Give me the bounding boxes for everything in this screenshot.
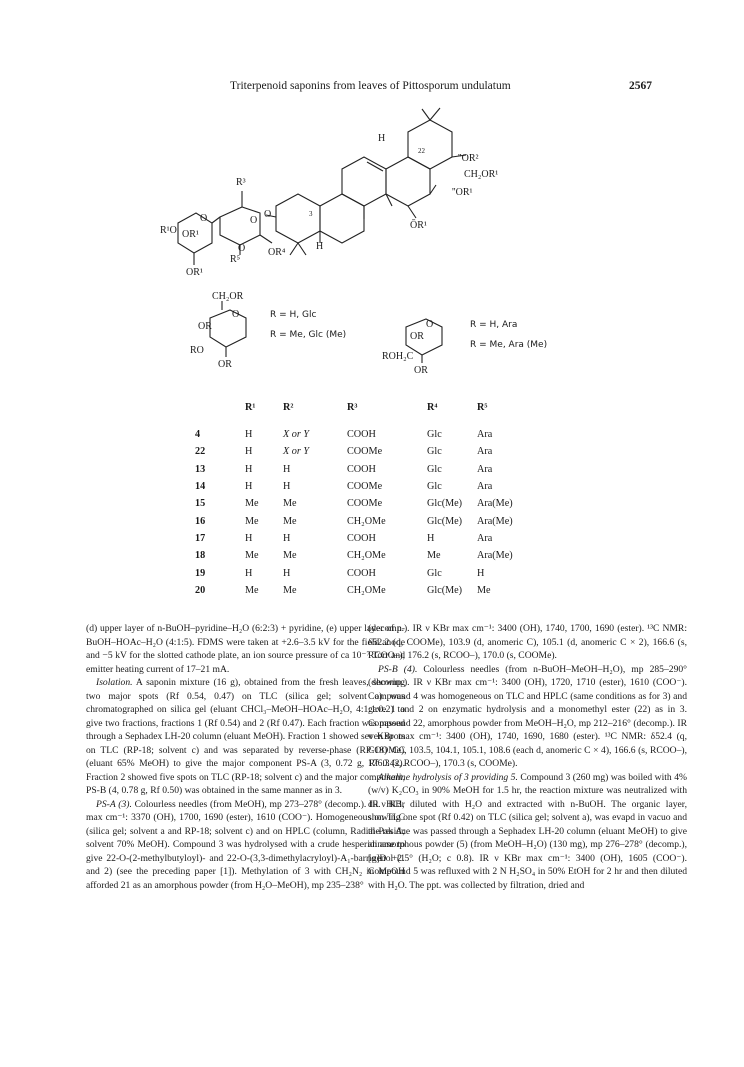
glc-substituent	[210, 301, 246, 357]
table-cell: H	[245, 567, 253, 579]
glc-o: O	[232, 309, 240, 320]
table-cell: Me	[245, 515, 259, 527]
label-or2: ''OR²	[458, 153, 479, 164]
table-cell: Me	[245, 498, 259, 510]
table-cell: Glc(Me)	[427, 584, 463, 596]
table-cell: COOH	[347, 429, 376, 441]
table-row	[195, 564, 537, 581]
table-cell: Me	[283, 515, 297, 527]
table-cell: CH₂OMe	[347, 550, 386, 562]
paragraph-heading: PS-A (3).	[96, 798, 132, 810]
glc-ch2or: CH₂OR	[212, 291, 244, 302]
paragraph-body: Colourless needles (from n-BuOH–MeOH–H₂O), mp 285–290° (decomp.). IR ν KBr max cm⁻¹: 3400 (OH), 1720, 1710 (ester), 1610 (COO⁻). Compound 4 was homogeneous on TLC and HPLC (same conditions as for 3) and gave 1 and 2 on enzymatic hydrolysis and a monomethyl ester (22) as in 3. Compound 22, amorphous powder from MeOH–H₂O, mp 212–216° (decomp.). IR ν KBr max cm⁻¹: 3400 (OH), 1740, 1690, 1680 (ester). ¹³C NMR: δ52.4 (q, COOMe), 103.5, 104.1, 105.1, 108.6 (each d, anomeric C × 4), 166.6 (s, RCOO–), 176.3 (s, RCOO–), 170.3 (s, COOMe).	[368, 663, 687, 769]
table-cell: X or Y	[283, 446, 310, 458]
table-cell: Me	[245, 550, 259, 562]
table-cell: COOH	[347, 463, 376, 475]
label-or1-bottom: OR¹	[186, 267, 203, 278]
label-or1-a: ''OR¹	[452, 187, 473, 198]
paragraph-body: A saponin mixture (16 g), obtained from the fresh leaves, showing two major spots (Rf 0.54, 0.47) on TLC (silica gel; solvent a) was chromatographed on silica gel (eluant CHCl₃–MeOH–HOAc–H₂O, 4:1:1:0.2) to give two fractions, fractions 1 (Rf 0.54) and 2 (Rf 0.47). Each fraction was passed through a Sephadex LH-20 column (eluant MeOH). Fraction 1 showed seven spots on TLC (RP-18; solvent c) and was separated by reverse-phase (RP-18) CC (eluant 65% MeOH) to give the major component PS-A (3, 0.72 g, Rf 0.42). Fraction 2 showed five spots on TLC (RP-18; solvent c) and the major component, PS-B (4, 0.78 g, Rf 0.50) was obtained in the same manner as in 3.	[86, 677, 405, 796]
table-cell: H	[245, 463, 253, 475]
table-header-cell: R³	[347, 402, 358, 413]
table-cell: COOMe	[347, 498, 383, 510]
compound-number: 20	[195, 584, 206, 596]
label-or1-ring: OR¹	[182, 229, 199, 240]
table-header-row	[195, 402, 537, 426]
ara-or: OR	[410, 331, 424, 342]
label-o-ring2: O	[250, 215, 258, 226]
table-cell: CH₂OMe	[347, 515, 386, 527]
compound-number: 22	[195, 446, 206, 458]
triterpene-skeleton	[266, 108, 466, 255]
paragraph-body: Colourless needles (from MeOH), mp 273–278° (decomp.). IR ν KBr max cm⁻¹: 3370 (OH), 1700, 1690 (ester), 1610 (COO⁻). Homogeneous on TLC (silica gel; solvent a and RP-18; solvent c) and on HPLC (column, Radial-Pak A; solvent 70% MeOH). Compound 3 was hydrolysed with a crude hesperidinase to give 22-O-(2-methylbutyloyl)- and 22-O-(3,3-dimethylacryloyl)-A₁-barrigenol (1 and 2) (see the preceding paper [1]). Methylation of 3 with CH₂N₂ in MeOH afforded 21 as an amorphous powder (from H₂O–MeOH), mp 235–238°	[86, 798, 405, 891]
structure-labels	[160, 133, 498, 278]
paragraph: (d) upper layer of n-BuOH–pyridine–H₂O (6:2:3) + pyridine, (e) upper layer of n-BuOH–HOAc–H₂O (4:1:5). FDMS were taken at +2.6–3.5 kV for the field anode and −5 kV for the slotted cathode plate, an ion source pressure of ca 10⁻⁷ Torr and emitter heating current of 17–21 mA.	[86, 623, 405, 675]
table-cell: Glc	[427, 481, 442, 493]
label-h-low: H	[316, 241, 324, 252]
table-cell: Ara	[477, 463, 493, 475]
glc-def2: R = Me, Glc (Me)	[270, 330, 347, 340]
label-r3: R³	[236, 177, 246, 188]
compound-number: 13	[195, 463, 206, 475]
paragraph	[368, 771, 687, 893]
table-cell: Me	[283, 584, 297, 596]
label-h-top: H	[378, 133, 386, 144]
table-cell: Glc	[427, 446, 442, 458]
chemical-structure-figure	[160, 105, 580, 385]
table-row	[195, 461, 537, 478]
paragraph-body: Compound 3 (260 mg) was boiled with 4% (w/v) K₂CO₃ in 90% MeOH for 1.5 hr, the reaction mixture was neutralized with dil. HCl, diluted with H₂O and extracted with n-BuOH. The organic layer, showing one spot (Rf 0.42) on TLC (silica gel; solvent a), was evapd in vacuo and the residue was passed through a Sephadex LH-20 column (eluant MeOH) to give an amorphous powder (5) (from MeOH–H₂O) (130 mg), mp 276–278° (decomp.), [α]D +2.5° (H₂O; c 0.8). IR ν KBr max cm⁻¹: 3400 (OH), 1605 (COO⁻). Compound 5 was refluxed with 2 N H₂SO₄ in 50% EtOH for 2 hr and then diluted with H₂O. The ppt. was collected by filtration, dried and	[368, 771, 687, 891]
table-cell: Me	[283, 498, 297, 510]
table-cell: H	[283, 567, 291, 579]
label-c3: 3	[309, 210, 313, 218]
ara-o: O	[426, 319, 434, 330]
table-cell: X or Y	[283, 429, 310, 441]
table-row	[195, 512, 537, 529]
table-cell: Me	[283, 550, 297, 562]
table-row	[195, 495, 537, 512]
label-c22: 22	[418, 147, 425, 155]
sugar-chain	[178, 191, 272, 265]
table-cell: Glc	[427, 429, 442, 441]
table-cell: H	[283, 463, 291, 475]
label-or1-b: ŌR¹	[410, 220, 427, 231]
table-cell: Me	[477, 584, 491, 596]
paragraph	[368, 663, 687, 771]
table-header-cell	[195, 402, 245, 426]
table-row	[195, 547, 537, 564]
compound-number: 4	[195, 429, 201, 441]
table-cell: Glc(Me)	[427, 515, 463, 527]
label-or4: OR⁴	[268, 247, 286, 258]
body-column-left	[86, 622, 405, 892]
table-cell: COOMe	[347, 481, 383, 493]
paragraph: (decomp.). IR ν KBr max cm⁻¹: 3400 (OH), 1740, 1700, 1690 (ester). ¹³C NMR: δ52.2 (q, COOMe), 103.9 (d, anomeric C), 105.1 (d, anomeric C × 2), 166.6 (s, RCOO–), 176.2 (s, RCOO–), 170.0 (s, COOMe).	[368, 623, 687, 661]
table-row	[195, 530, 537, 547]
ara-def1: R = H, Ara	[470, 320, 518, 330]
paragraph-heading: Alkaline hydrolysis of 3 providing 5.	[378, 771, 518, 783]
paragraph	[86, 798, 405, 893]
compound-number: 18	[195, 550, 206, 562]
paragraph-heading: PS-B (4).	[378, 663, 418, 675]
table-cell: Glc	[427, 567, 442, 579]
glc-or-b: OR	[218, 359, 232, 370]
table-header-cell: R²	[283, 402, 294, 413]
glc-def1: R = H, Glc	[270, 310, 317, 320]
compound-number: 14	[195, 481, 206, 493]
label-ch2or1: CH₂OR¹	[464, 169, 499, 180]
table-cell: Me	[427, 550, 441, 562]
table-row	[195, 582, 537, 599]
table-row	[195, 426, 537, 443]
table-cell: Me	[245, 584, 259, 596]
table-row	[195, 478, 537, 495]
table-cell: Ara(Me)	[477, 498, 513, 510]
table-cell: H	[245, 532, 253, 544]
glc-or: OR	[198, 321, 212, 332]
table-cell: Ara	[477, 532, 493, 544]
table-cell: Ara	[477, 446, 493, 458]
table-cell: COOMe	[347, 446, 383, 458]
table-row	[195, 443, 537, 460]
label-r1o: R¹O	[160, 225, 177, 236]
table-cell: H	[245, 481, 253, 493]
compound-number: 15	[195, 498, 206, 510]
ara-def2: R = Me, Ara (Me)	[470, 340, 548, 350]
ara-or-b: OR	[414, 365, 428, 376]
glc-ro: RO	[190, 345, 204, 356]
running-title: Triterpenoid saponins from leaves of Pittosporum undulatum	[230, 80, 511, 92]
table-cell: H	[427, 532, 435, 544]
table-header-cell: R⁴	[427, 402, 438, 413]
table-cell: Glc(Me)	[427, 498, 463, 510]
table-cell: H	[477, 567, 485, 579]
page-number: 2567	[629, 80, 652, 92]
label-o-ring1: O	[200, 213, 208, 224]
table-cell: H	[245, 446, 253, 458]
table-header-cell: R¹	[245, 402, 256, 413]
paragraph	[86, 676, 405, 798]
table-cell: COOH	[347, 532, 376, 544]
compound-number: 16	[195, 515, 206, 527]
table-cell: Ara(Me)	[477, 550, 513, 562]
compound-number: 17	[195, 532, 206, 544]
ara-roh2c: ROH₂C	[382, 351, 414, 362]
table-cell: H	[283, 532, 291, 544]
table-cell: Ara	[477, 429, 493, 441]
label-o-link: O	[264, 209, 272, 220]
table-cell: CH₂OMe	[347, 584, 386, 596]
table-cell: Ara(Me)	[477, 515, 513, 527]
compound-number: 19	[195, 567, 206, 579]
label-r5: R⁵	[230, 254, 241, 265]
table-header-cell: R⁵	[477, 402, 488, 413]
table-cell: H	[283, 481, 291, 493]
table-cell: Glc	[427, 463, 442, 475]
table-cell: COOH	[347, 567, 376, 579]
substituent-table	[195, 402, 537, 599]
table-cell: H	[245, 429, 253, 441]
body-column-right	[368, 622, 687, 892]
table-cell: Ara	[477, 481, 493, 493]
paragraph-heading: Isolation.	[96, 677, 133, 688]
label-o-ring2b: O	[238, 243, 246, 254]
